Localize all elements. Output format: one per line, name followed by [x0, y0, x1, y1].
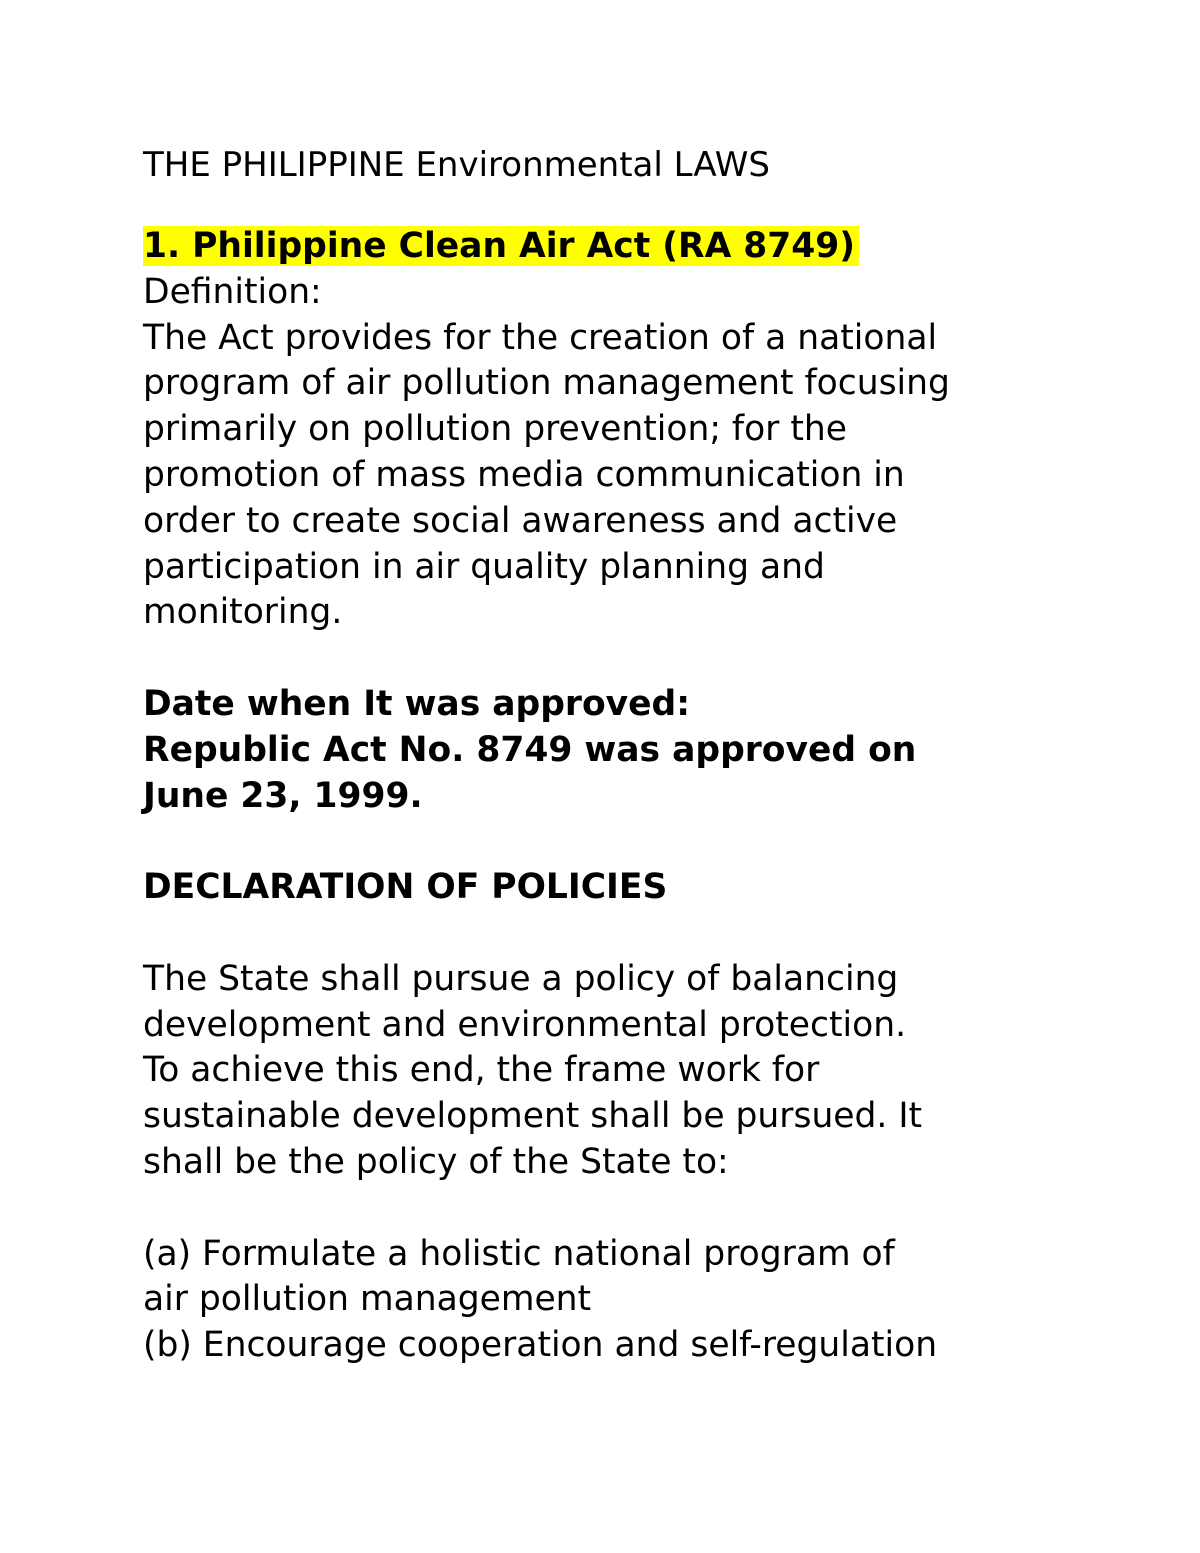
policies-body-line: development and environmental protection. [143, 1004, 907, 1045]
policies-body-line: shall be the policy of the State to: [143, 1141, 729, 1182]
policies-body-line: To achieve this end, the frame work for [143, 1050, 820, 1091]
section-heading-clean-air-act: 1. Philippine Clean Air Act (RA 8749) [143, 226, 859, 266]
definition-line: program of air pollution management focusing [143, 363, 950, 404]
definition-line: order to create social awareness and active [143, 500, 898, 541]
policies-body-line: sustainable development shall be pursued. It [143, 1096, 923, 1137]
definition-line: monitoring. [143, 592, 343, 633]
policies-heading: DECLARATION OF POLICIES [143, 867, 668, 908]
definition-line: primarily on pollution prevention; for the [143, 409, 847, 450]
section-heading-row [143, 224, 1143, 270]
approval-line: June 23, 1999. [143, 775, 423, 816]
spacer [143, 192, 1143, 224]
definition-line: The Act provides for the creation of a national [143, 317, 938, 358]
policy-item: (a) Formulate a holistic national program of [143, 1233, 895, 1274]
approval-line: Republic Act No. 8749 was approved on [143, 729, 917, 770]
spacer [143, 819, 1143, 865]
definition-line: promotion of mass media communication in [143, 454, 905, 495]
definition-label: Definition: [143, 271, 322, 312]
approval-label: Date when It was approved: [143, 683, 691, 724]
policy-item: (b) Encourage cooperation and self-regulation [143, 1325, 938, 1366]
spacer [143, 636, 1143, 682]
document-title: THE PHILIPPINE Environmental LAWS [143, 145, 770, 185]
spacer [143, 911, 1143, 957]
policies-body-line: The State shall pursue a policy of balancing [143, 958, 899, 999]
policy-item: air pollution management [143, 1279, 592, 1320]
definition-line: participation in air quality planning and [143, 546, 825, 587]
spacer [143, 1186, 1143, 1232]
document-page [143, 138, 1143, 1369]
